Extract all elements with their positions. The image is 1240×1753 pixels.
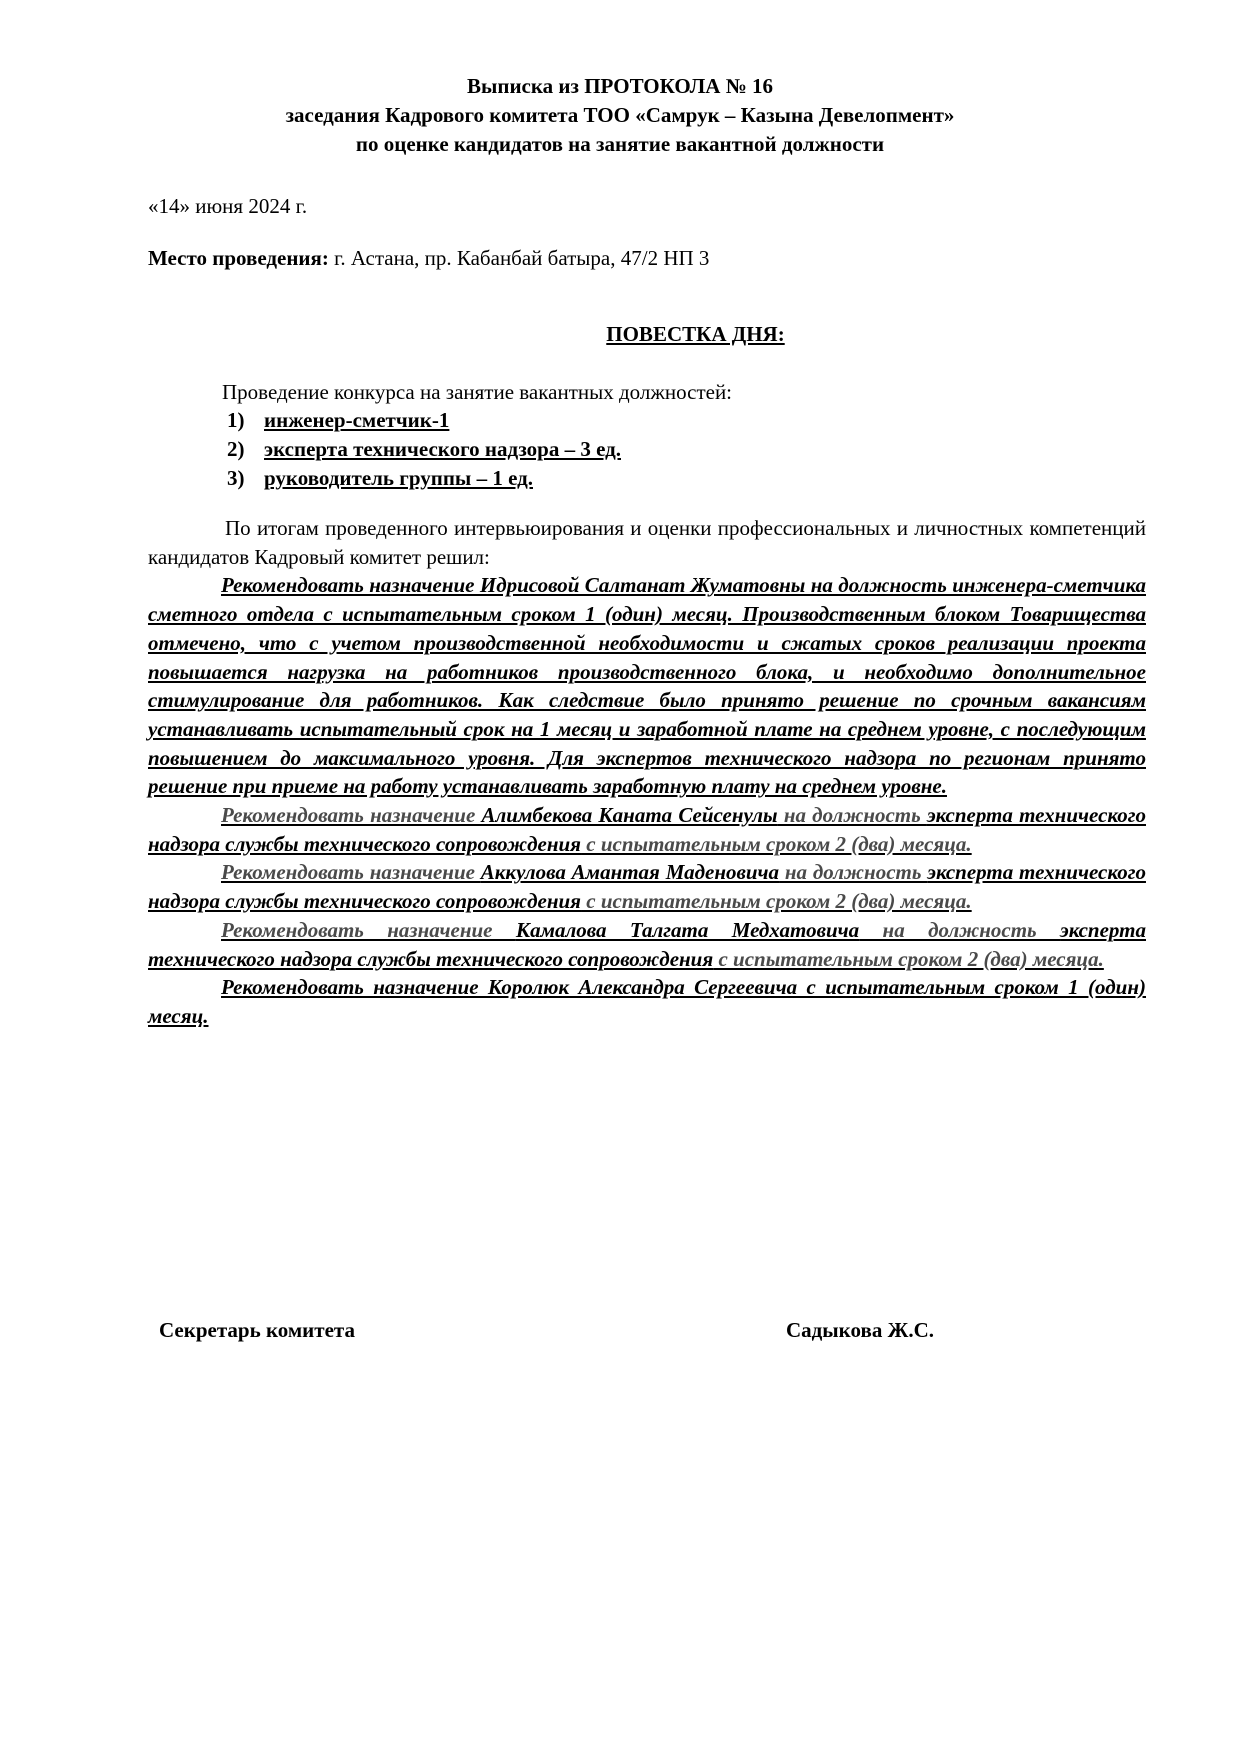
meeting-date: «14» июня 2024 г. [148,194,308,218]
candidate-name: Алимбекова Каната Сейсенулы [481,803,778,828]
document-header [0,72,1240,159]
position-name: эксперта технического надзора службы технического сопровождения [148,803,1146,856]
probation-term: с испытательным сроком 2 (два) месяца. [581,889,972,914]
probation-term: с испытательным сроком 2 (два) месяца. [713,946,1104,971]
signature-role: Секретарь комитета [159,1318,355,1342]
agenda-item-text: руководитель группы – 1 ед. [264,466,533,490]
recommendation-1: Рекомендовать назначение Идрисовой Салтанат Жуматовны на должность инженера-сметчика сметного отдела с испытательным сроком 1 (один) месяц. Производственным блоком Товарищества отмечено, что с учетом производственной необходимости и сжатых сроков реализации проекта повышается нагрузка на работников производственного блока, и необходимо дополнительное стимулирование для работников. Как следствие было принято решение по срочным вакансиям устанавливать испытательный срок на 1 месяц и заработной плате на среднем уровне, с последующим повышением до максимального уровня. Для экспертов технического надзора по регионам принято решение при приеме на работу устанавливать заработную плату на среднем уровне. [148,573,1146,799]
agenda-item-text: инженер-сметчик-1 [264,408,450,432]
header-title: Выписка из ПРОТОКОЛА № 16 [466,74,774,98]
position-name: эксперта технического надзора службы технического сопровождения [148,860,1146,914]
candidate-name: Аккулова Амантая Маденовича [480,860,780,885]
recommendation-2 [148,801,1146,858]
agenda-title [0,320,1240,348]
recommendation-3 [148,858,1146,915]
rec-prefix: Рекомендовать назначение [221,860,481,885]
agenda-item-number: 1) [227,408,245,432]
agenda-title-text: ПОВЕСТКА ДНЯ: [606,322,785,346]
agenda-item [227,435,621,464]
probation-term: с испытательным сроком 2 (два) месяца. [581,831,972,856]
position-name: эксперта технического надзора службы технического сопровождения [148,917,1146,971]
candidate-name: Камалова Талгата Медхатовича [515,917,860,942]
rec-position-label: на должность [777,803,927,828]
header-subject: по оценке кандидатов на занятие вакантной должности [355,132,885,156]
agenda-item [227,464,621,493]
place-value: г. Астана, пр. Кабанбай батыра, 47/2 НП 3 [328,246,710,270]
agenda-item-number: 3) [227,466,245,490]
decision-intro: По итогам проведенного интервьюирования и оценки профессиональных и личностных компетенций кандидатов Кадровый комитет решил: [148,516,1146,569]
agenda-item-text: эксперта технического надзора – 3 ед. [264,437,621,461]
agenda-intro: Проведение конкурса на занятие вакантных должностей: [222,380,733,404]
decision-section [148,514,1146,1031]
rec-position-label: на должность [779,860,928,885]
agenda-item-number: 2) [227,437,245,461]
meeting-place [148,244,709,272]
agenda-list [227,406,621,493]
recommendation-5: Рекомендовать назначение Королюк Александра Сергеевича с испытательным сроком 1 (один) месяц. [148,975,1146,1028]
recommendation-4 [148,916,1146,973]
agenda-item [227,406,621,435]
signature-name: Садыкова Ж.С. [786,1318,935,1342]
rec-prefix: Рекомендовать назначение [221,917,516,942]
rec-position-label: на должность [859,917,1061,942]
place-label: Место проведения: [148,246,329,270]
header-subtitle: заседания Кадрового комитета ТОО «Самрук – Казына Девелопмент» [285,103,955,127]
rec-prefix: Рекомендовать назначение [221,803,482,828]
